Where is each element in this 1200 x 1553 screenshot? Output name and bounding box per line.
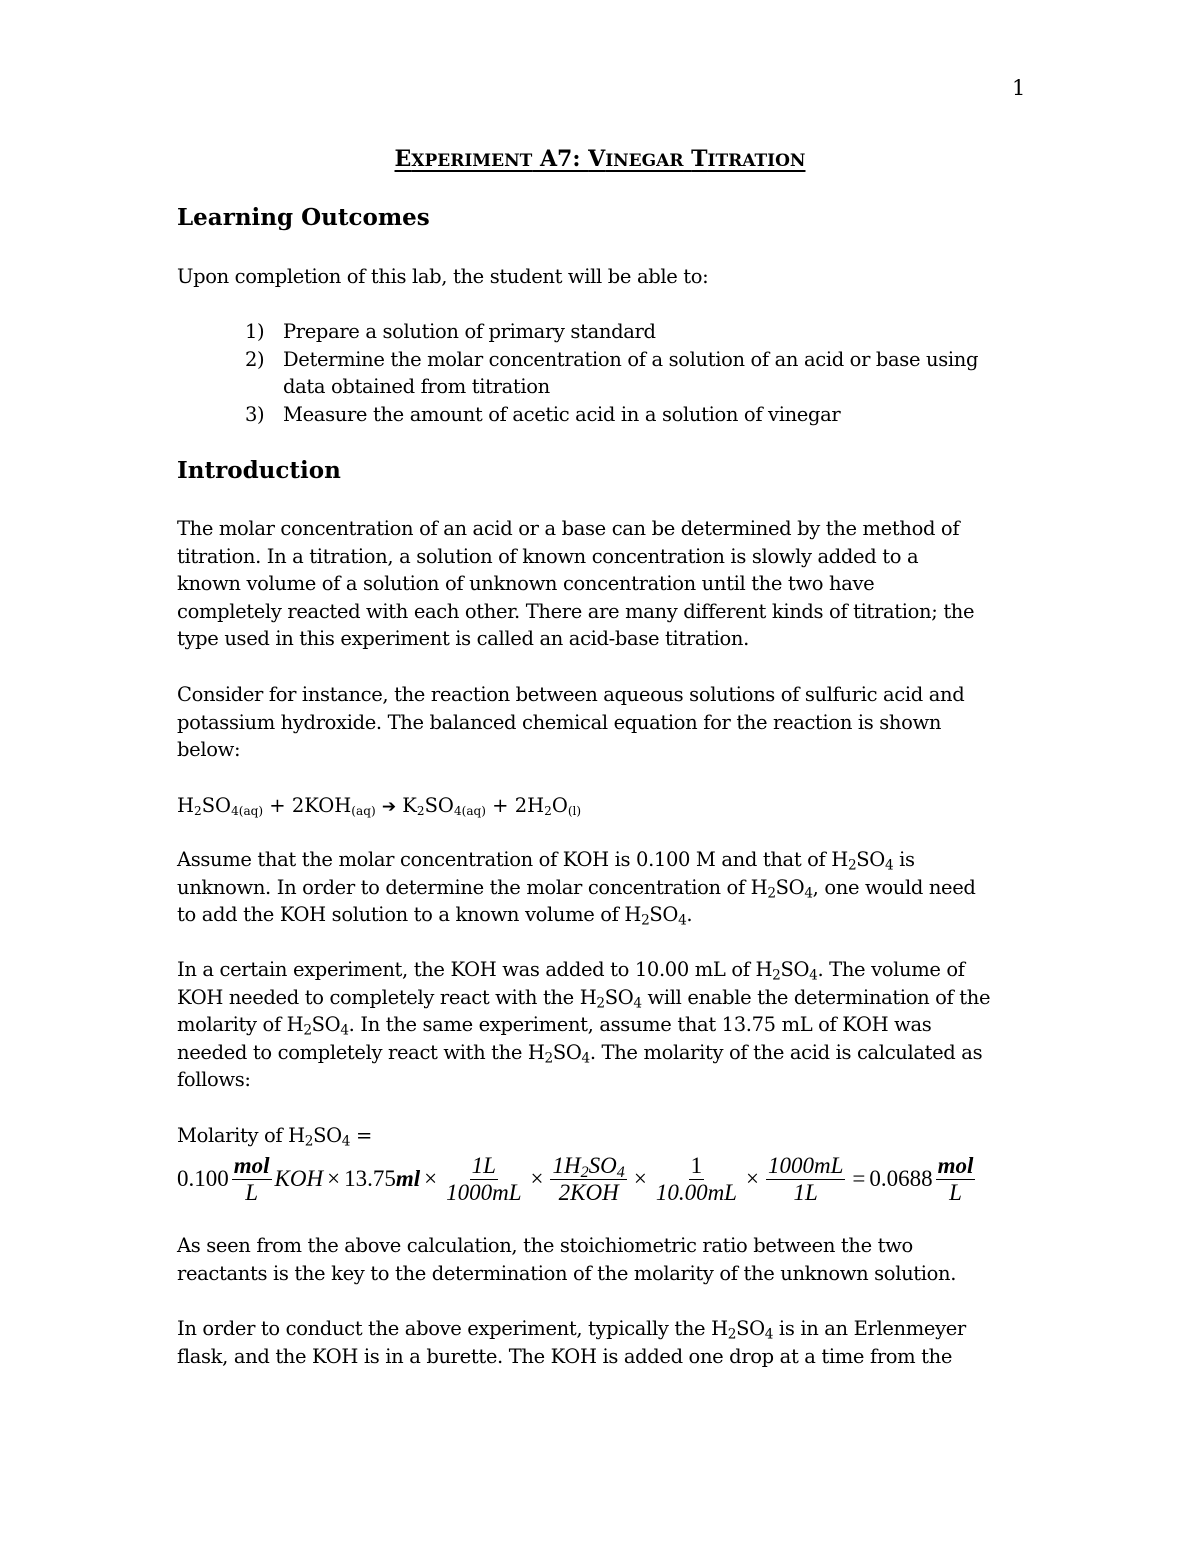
learning-outcomes-intro: Upon completion of this lab, the student will be able to: [177, 265, 709, 288]
molarity-formula: 0.100 $\frac{\text{mol}}{L}$ KOH × 13.75 ml × $\frac{1L}{1000mL}$ × $\frac{1H_2SO_4}{\text{2KOH}}$ × $\frac{1}{10.00mL}$ × $\frac{1000mL}{1L}$ = 0.0688 $\frac{\text{mol}}{L}$ [177, 1152, 974, 1205]
learning-outcomes-list [245, 318, 1045, 428]
intro-paragraph-1: The molar concentration of an acid or a base can be determined by the method of titration. In a titration, a solution of known concentration is slowly added to a known volume of a solution of unknown concentration until the two have completely reacted with each other. There are many different kinds of titration; the type used in this experiment is called an acid-base titration. [177, 517, 975, 651]
fraction-mol-per-l: $\frac{\text{mol}}{L}$ [233, 1152, 270, 1205]
chemical-equation: $H_2SO_{4(aq)} + 2KOH_{(aq)}$ ➔ $K_2SO_{4(aq)} + 2H_2O_{(l)}$ [177, 794, 582, 819]
list-item: 1) Prepare a solution of primary standard [245, 320, 656, 343]
fraction-liter-conversion: $\frac{1L}{1000mL}$ [446, 1152, 522, 1205]
learning-outcomes-heading: Learning Outcomes [177, 204, 430, 231]
fraction-ml-conversion: $\frac{1000mL}{1L}$ [767, 1152, 844, 1205]
introduction-heading: Introduction [177, 457, 341, 484]
fraction-mole-ratio: $\frac{1H_2SO_4}{\text{2KOH}}$ [552, 1152, 625, 1205]
list-item: 3) Measure the amount of acetic acid in a solution of vinegar [245, 402, 841, 426]
arrow-icon: ➔ [381, 797, 397, 817]
page-title: EXPERIMENT A7: VINEGAR TITRATION [394, 146, 806, 172]
page-number: 1 [1012, 76, 1026, 100]
list-item: 2) Determine the molar concentration of a solution of an acid or base using data obtained from titration [245, 347, 979, 399]
intro-paragraph-3: Assume that the molar concentration of KOH is 0.100 M and that of $H_2SO_4$ is unknown. In order to determine the molar concentration of $H_2SO_4$, one would need to add the KOH solution to a known volume of $H_2SO_4$. [177, 848, 976, 929]
fraction-result-mol-per-l: $\frac{\text{mol}}{L}$ [937, 1152, 974, 1205]
intro-paragraph-5: As seen from the above calculation, the stoichiometric ratio between the two reactants is the key to the determination of the molarity of the unknown solution. [177, 1234, 957, 1285]
intro-paragraph-6: In order to conduct the above experiment, typically the $H_2SO_4$ is in an Erlenmeyer flask, and the KOH is in a burette. The KOH is added one drop at a time from the [177, 1317, 966, 1368]
molarity-label: Molarity of $H_2SO_4$ = [177, 1124, 372, 1150]
fraction-acid-volume: $\frac{1}{10.00mL}$ [655, 1152, 737, 1205]
intro-paragraph-2: Consider for instance, the reaction between aqueous solutions of sulfuric acid and potassium hydroxide. The balanced chemical equation for the reaction is shown below: [177, 683, 965, 762]
intro-paragraph-4: In a certain experiment, the KOH was added to 10.00 mL of $H_2SO_4$. The volume of KOH needed to completely react with the $H_2SO_4$ will enable the determination of the molarity of $H_2SO_4$. In the same experiment, assume that 13.75 mL of KOH was needed to completely react with the $H_2SO_4$. The molarity of the acid is calculated as follows: [177, 958, 991, 1092]
